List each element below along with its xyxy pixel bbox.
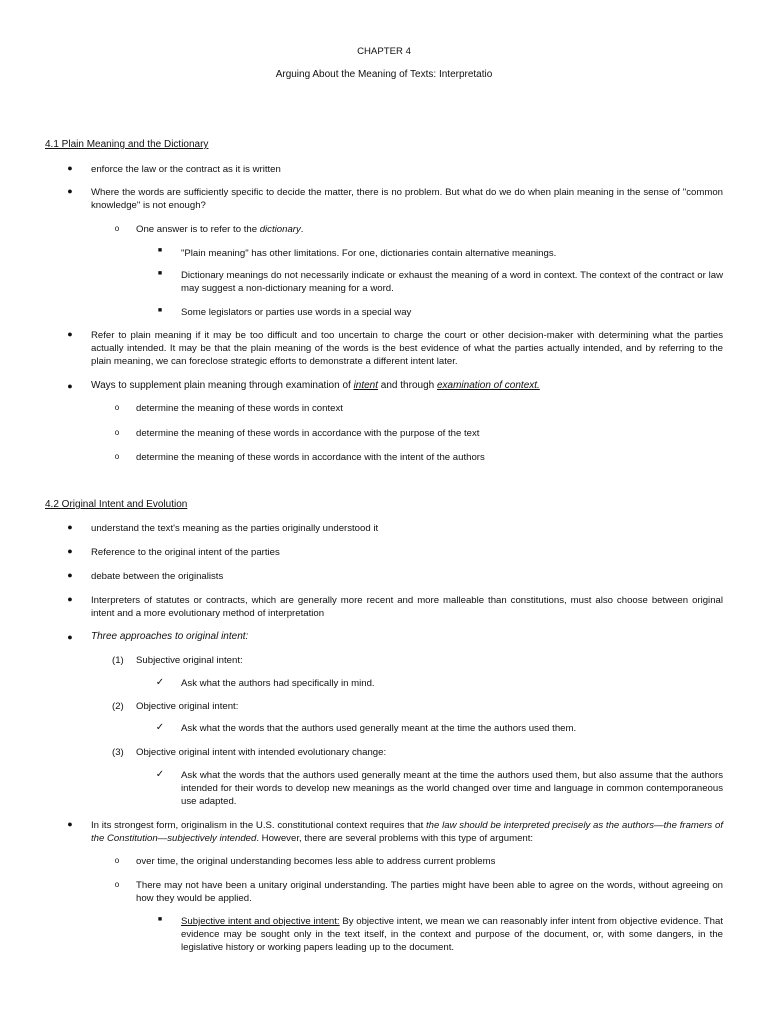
circle-bullet-icon: o [114, 428, 120, 437]
list-item: Ask what the words that the authors used generally meant at the time the authors used them. [181, 723, 577, 734]
square-bullet-icon: ■ [157, 307, 163, 314]
bullet-icon: ● [67, 522, 73, 532]
list-item: Where the words are sufficiently specific to decide the matter, there is no problem. But what do we do when plain meaning in the sense of "common knowledge" is not enough? [91, 187, 723, 211]
list-item: Subjective original intent: [136, 655, 243, 666]
list-item: Objective original intent with intended evolutionary change: [136, 747, 387, 758]
list-item: determine the meaning of these words in accordance with the intent of the authors [136, 452, 485, 463]
list-item: Ask what the authors had specifically in mind. [181, 678, 375, 689]
list-item: enforce the law or the contract as it is written [91, 164, 281, 175]
list-item: Dictionary meanings do not necessarily indicate or exhaust the meaning of a word in context. The context of the contract or law may suggest a non-dictionary meaning for a word. [181, 270, 723, 294]
circle-bullet-icon: o [114, 452, 120, 461]
checkmark-icon: ✓ [155, 677, 165, 688]
list-item: Objective original intent: [136, 701, 239, 712]
list-item: Some legislators or parties use words in a special way [181, 307, 412, 318]
circle-bullet-icon: o [114, 403, 120, 412]
square-bullet-icon: ■ [157, 916, 163, 923]
list-item: Ways to supplement plain meaning through examination of intent and through examination of context. [91, 380, 540, 391]
bullet-icon: ● [67, 594, 73, 604]
list-item: There may not have been a unitary original understanding. The parties might have been able to agree on the words, without agreeing on how they would be applied. [136, 880, 723, 904]
bullet-icon: ● [67, 186, 73, 196]
list-item: Reference to the original intent of the parties [91, 547, 280, 558]
checkmark-icon: ✓ [155, 722, 165, 733]
list-number: (3) [112, 747, 124, 758]
section-heading-4-2: 4.2 Original Intent and Evolution [45, 499, 188, 510]
list-item: debate between the originalists [91, 571, 224, 582]
list-item: determine the meaning of these words in context [136, 403, 343, 414]
list-item: Subjective intent and objective intent: By objective intent, we mean we can reasonably infer intent from objective evidence. That evidence may be sought only in the text itself, in the context and purpose of the document, or, with some dangers, in the legislative history or working papers leading up to the document. [181, 916, 724, 953]
chapter-label: CHAPTER 4 [357, 46, 411, 57]
list-item: over time, the original understanding becomes less able to address current problems [136, 856, 496, 867]
list-item: "Plain meaning" has other limitations. For one, dictionaries contain alternative meanings. [181, 248, 557, 259]
section-heading-4-1: 4.1 Plain Meaning and the Dictionary [45, 139, 209, 150]
circle-bullet-icon: o [114, 856, 120, 865]
checkmark-icon: ✓ [155, 769, 165, 780]
bullet-icon: ● [67, 570, 73, 580]
bullet-icon: ● [67, 632, 73, 642]
list-item: understand the text's meaning as the parties originally understood it [91, 523, 379, 534]
bullet-icon: ● [67, 163, 73, 173]
bullet-icon: ● [67, 381, 73, 391]
bullet-icon: ● [67, 546, 73, 556]
list-item: Interpreters of statutes or contracts, which are generally more recent and more malleable than constitutions, must also choose between original intent and a more evolutionary method of interpretation [91, 595, 723, 619]
list-number: (2) [112, 701, 124, 712]
list-item: Refer to plain meaning if it may be too difficult and too uncertain to charge the court or other decision-maker with determining what the parties actually intended. It may be that the plain meaning of the words is the best evidence of what the parties actually intended, and by referring to the plain meaning, we can foreclose strategic efforts to demonstrate a different intent later. [91, 330, 723, 367]
bullet-icon: ● [67, 329, 73, 339]
circle-bullet-icon: o [114, 224, 120, 233]
chapter-title: Arguing About the Meaning of Texts: Interpretatio [275, 69, 493, 80]
list-item: In its strongest form, originalism in the U.S. constitutional context requires that the law should be interpreted precisely as the authors—the framers of the Constitution—subjectively intended. However, there are several problems with this type of argument: [91, 820, 723, 844]
list-number: (1) [112, 655, 124, 666]
list-item: One answer is to refer to the dictionary. [136, 224, 304, 235]
list-item: Three approaches to original intent: [91, 631, 249, 642]
bullet-icon: ● [67, 819, 73, 829]
circle-bullet-icon: o [114, 880, 120, 889]
square-bullet-icon: ■ [157, 247, 163, 254]
list-item: Ask what the words that the authors used generally meant at the time the authors used them, but also assume that the authors intended for their words to develop new meanings as the world changed over time and language in common contemporaneous use adapted. [181, 770, 723, 807]
list-item: determine the meaning of these words in accordance with the purpose of the text [136, 428, 480, 439]
square-bullet-icon: ■ [157, 270, 163, 277]
